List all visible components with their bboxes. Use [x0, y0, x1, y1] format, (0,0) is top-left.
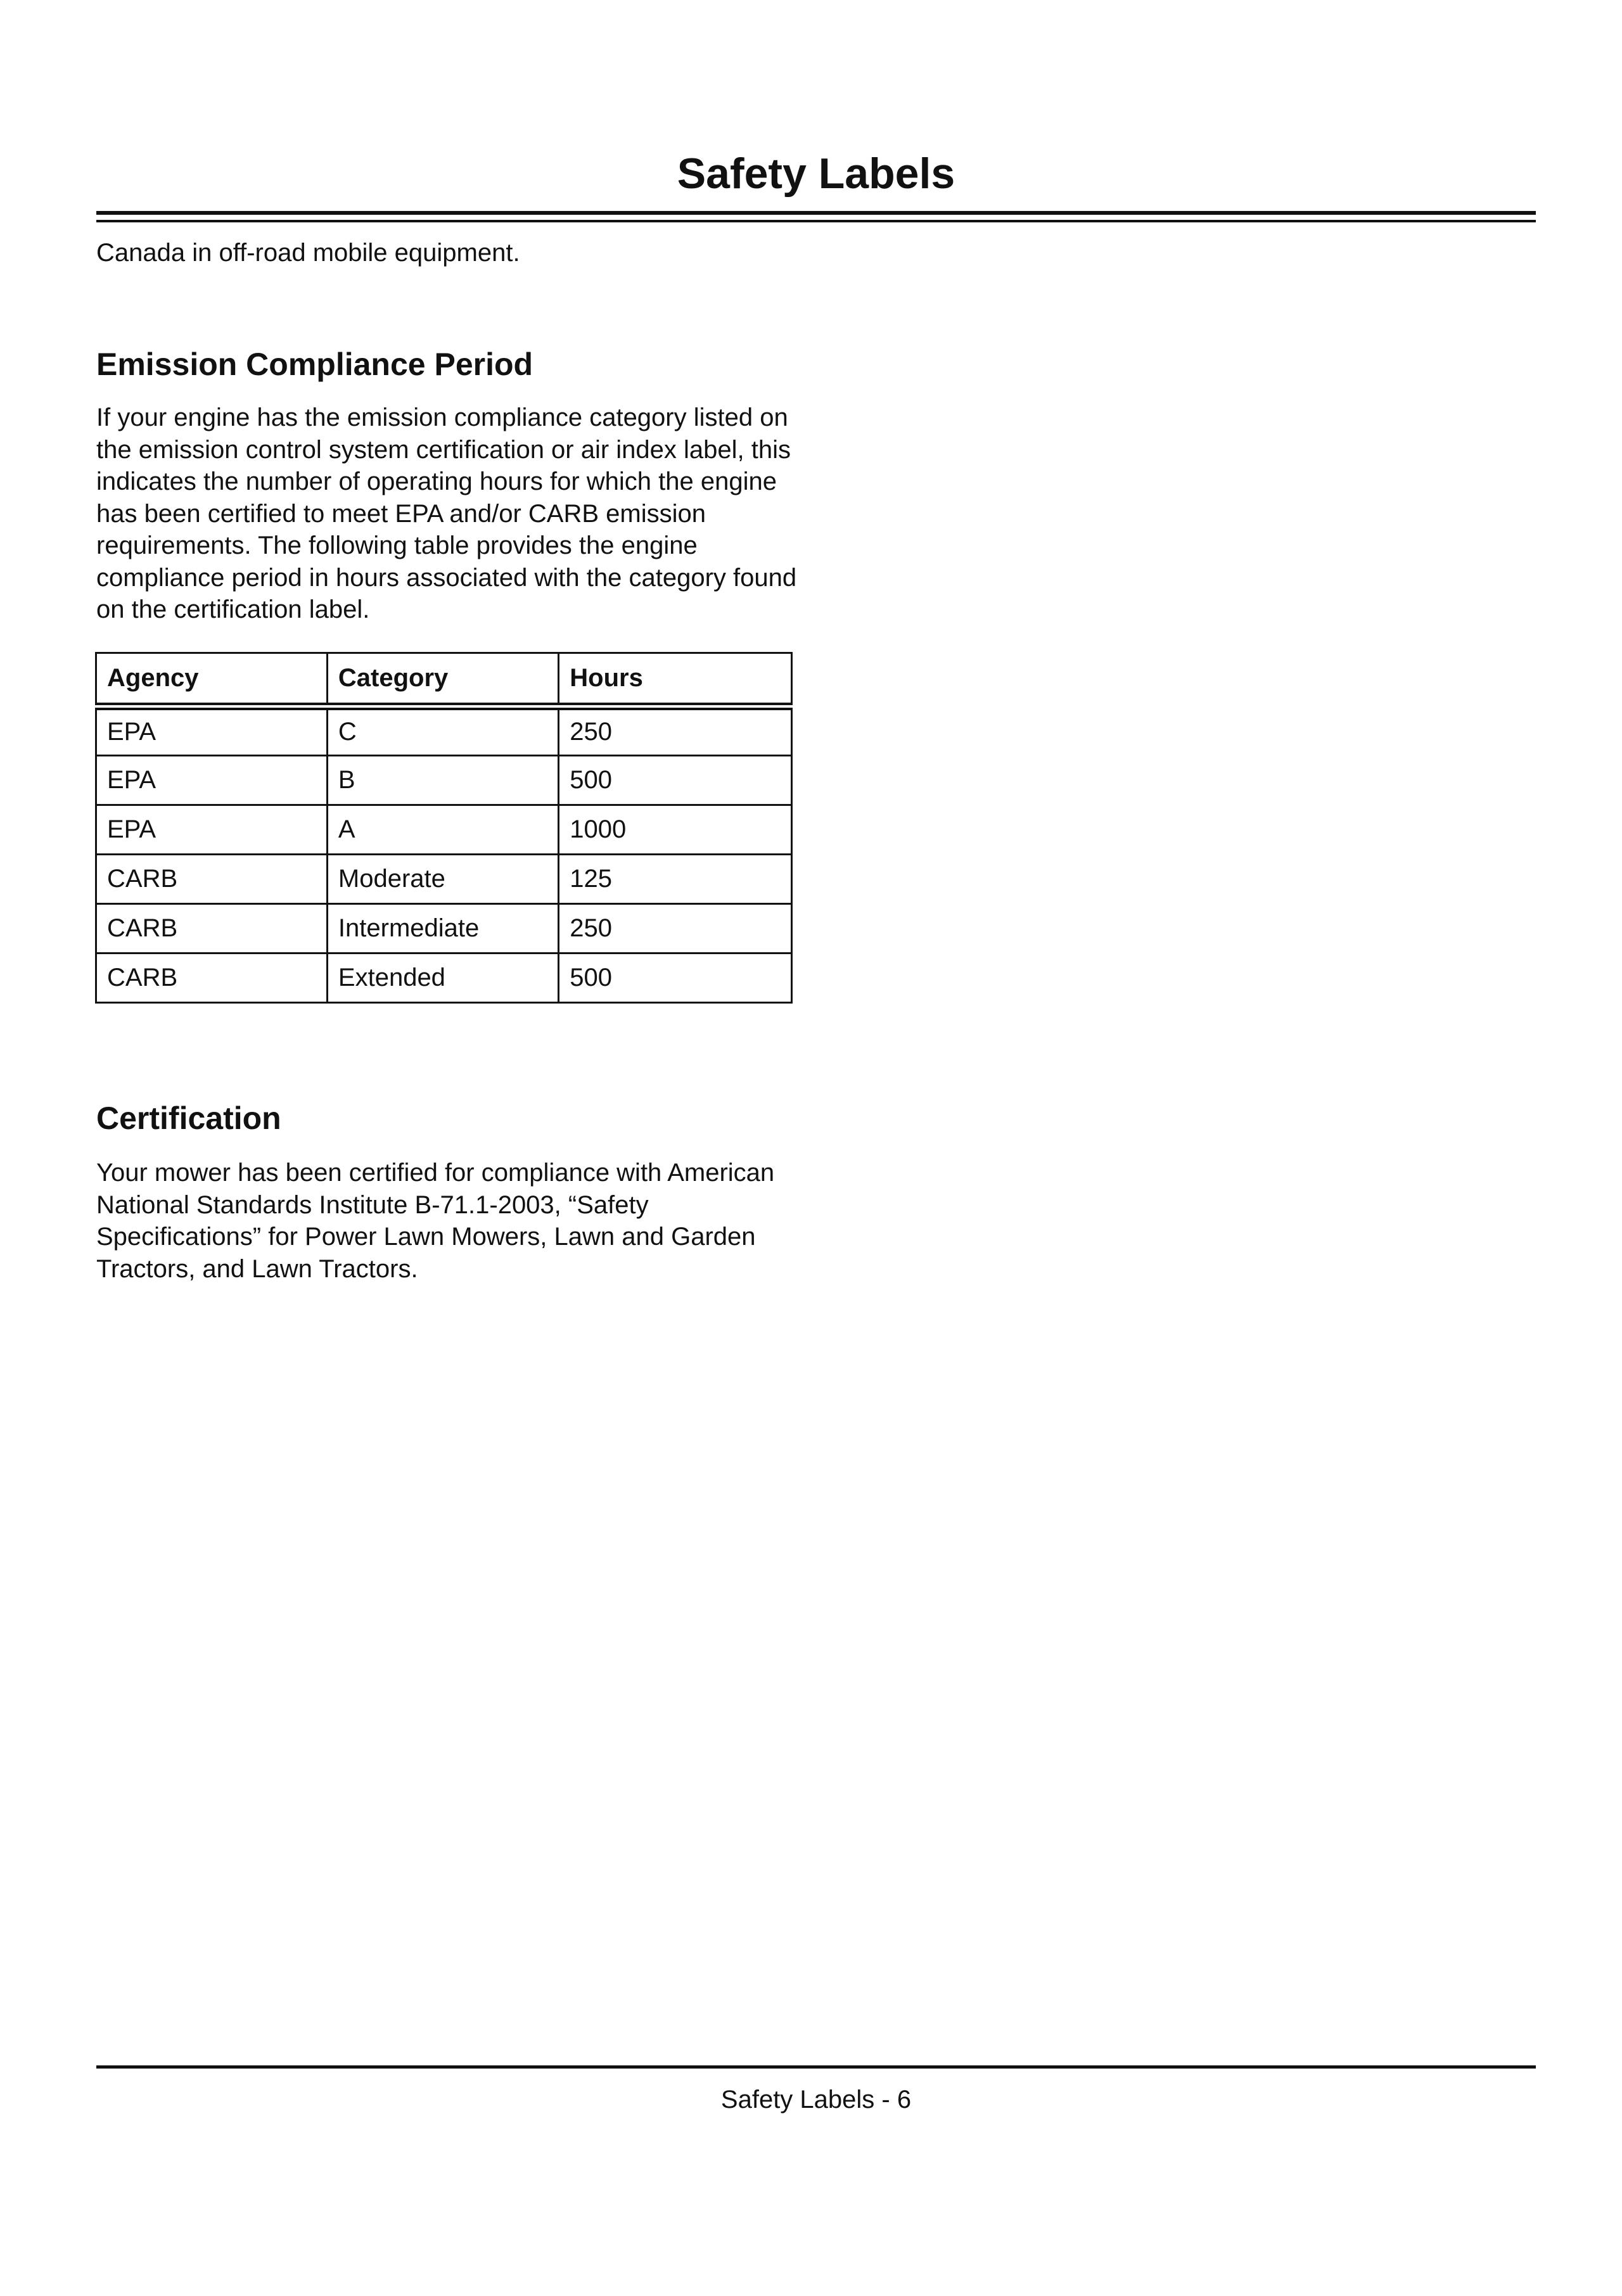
page-footer: Safety Labels - 6 — [720, 2086, 912, 2114]
table-cell-category: Intermediate — [327, 904, 558, 953]
table-row — [96, 904, 792, 953]
column-header-hours: Hours — [559, 653, 792, 706]
table-cell-agency: EPA — [96, 805, 328, 855]
title-rule — [96, 211, 1536, 222]
table-cell-hours: 1000 — [559, 805, 792, 855]
emission-paragraph: If your engine has the emission compliance category listed on the emission control system certification or air index label, this indicates the number of operating hours for which the engine has been certified to meet EPA and/or CARB emission requirements. The following table provides the engine compliance period in hours associated with the category found on the certification label. — [96, 404, 797, 623]
table-cell-category: A — [327, 805, 558, 855]
table-row — [96, 756, 792, 805]
table-cell-hours: 250 — [559, 904, 792, 953]
table-cell-category: B — [327, 756, 558, 805]
table-cell-category: C — [327, 706, 558, 756]
column-header-category: Category — [327, 653, 558, 706]
footer-rule — [96, 2065, 1536, 2069]
emission-heading: Emission Compliance Period — [96, 347, 533, 382]
table-cell-hours: 500 — [559, 953, 792, 1003]
intro-text: Canada in off-road mobile equipment. — [96, 239, 520, 267]
page-title: Safety Labels — [677, 150, 955, 198]
table-cell-agency: CARB — [96, 904, 328, 953]
table-row — [96, 805, 792, 855]
table-cell-hours: 500 — [559, 756, 792, 805]
table-cell-agency: EPA — [96, 706, 328, 756]
column-header-agency: Agency — [96, 653, 328, 706]
compliance-table — [95, 652, 793, 1004]
table-cell-category: Moderate — [327, 855, 558, 904]
table-cell-agency: EPA — [96, 756, 328, 805]
table-row — [96, 706, 792, 756]
table-header-row — [96, 653, 792, 706]
table-cell-agency: CARB — [96, 855, 328, 904]
table-cell-hours: 250 — [559, 706, 792, 756]
table-row — [96, 953, 792, 1003]
table-cell-hours: 125 — [559, 855, 792, 904]
certification-paragraph: Your mower has been certified for compliance with American National Standards Institute B-71.1-2003, “Safety Specifications” for Power Lawn Mowers, Lawn and Garden Tractors, and Lawn Tractors. — [96, 1159, 775, 1283]
table-cell-agency: CARB — [96, 953, 328, 1003]
table-cell-category: Extended — [327, 953, 558, 1003]
certification-heading: Certification — [96, 1100, 281, 1136]
table-row — [96, 855, 792, 904]
